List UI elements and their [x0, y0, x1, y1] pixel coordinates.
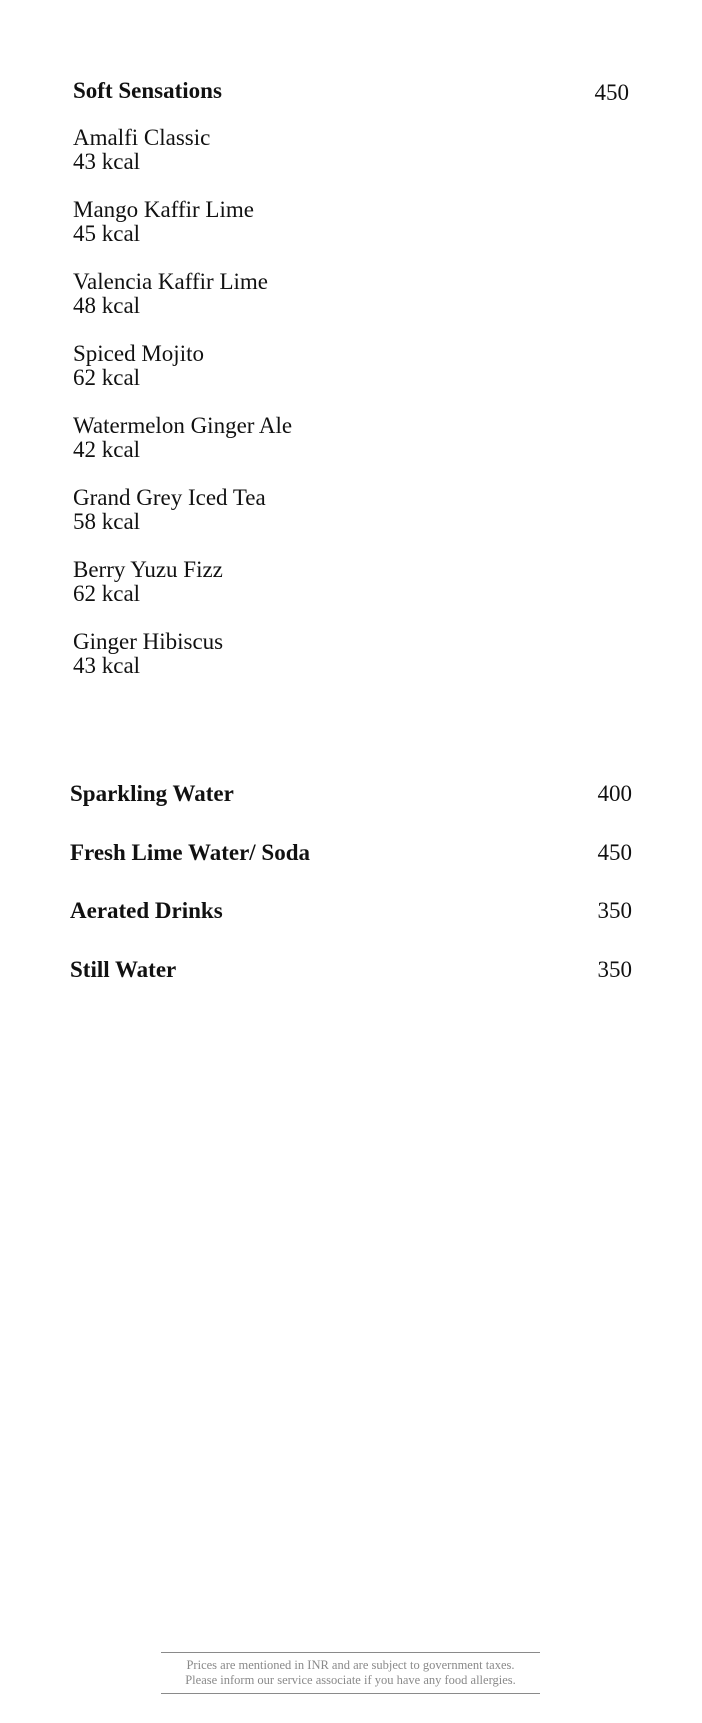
drink-kcal: 62 kcal [73, 365, 141, 390]
drink-item [73, 270, 292, 342]
drink-item [73, 486, 292, 558]
item-name: Sparkling Water [70, 781, 234, 806]
drink-name: Mango Kaffir Lime [73, 197, 254, 222]
menu-row [70, 955, 632, 1014]
item-name: Still Water [70, 956, 177, 982]
drink-item [73, 630, 292, 702]
item-name: Fresh Lime Water/ Soda [70, 839, 311, 865]
drink-list [73, 126, 292, 702]
drink-kcal: 43 kcal [73, 653, 141, 678]
footer-note [161, 1652, 540, 1694]
drink-kcal: 48 kcal [73, 293, 141, 318]
drink-item [73, 342, 292, 414]
item-price: 350 [597, 956, 632, 982]
drink-item [73, 126, 292, 198]
footer-line-allergies: Please inform our service associate if you have any food allergies. [185, 1673, 516, 1687]
item-price: 450 [597, 839, 632, 865]
menu-row [70, 779, 632, 838]
drink-name: Grand Grey Iced Tea [73, 485, 266, 510]
drink-name: Berry Yuzu Fizz [73, 557, 223, 582]
drink-name: Spiced Mojito [73, 341, 204, 366]
soft-sensations-header [73, 76, 629, 118]
drink-name: Amalfi Classic [73, 125, 211, 150]
item-price: 350 [597, 898, 632, 923]
section-title: Soft Sensations [73, 78, 222, 103]
footer-line-taxes: Prices are mentioned in INR and are subject to government taxes. [186, 1658, 515, 1672]
drink-kcal: 62 kcal [73, 581, 141, 606]
drink-kcal: 58 kcal [73, 509, 141, 534]
menu-row [70, 896, 632, 955]
soft-sensations-section [73, 76, 629, 678]
menu-row [70, 838, 632, 897]
drink-kcal: 42 kcal [73, 437, 141, 462]
drink-name: Watermelon Ginger Ale [73, 413, 293, 438]
waters-section [70, 779, 632, 1013]
drink-name: Valencia Kaffir Lime [73, 269, 268, 294]
item-price: 400 [597, 781, 632, 806]
drink-item [73, 198, 292, 270]
drink-name: Ginger Hibiscus [73, 629, 224, 654]
item-name: Aerated Drinks [70, 898, 223, 923]
section-price: 450 [594, 80, 629, 105]
drink-item [73, 558, 292, 630]
drink-kcal: 43 kcal [73, 149, 141, 174]
drink-kcal: 45 kcal [73, 221, 141, 246]
drink-item [73, 414, 292, 486]
